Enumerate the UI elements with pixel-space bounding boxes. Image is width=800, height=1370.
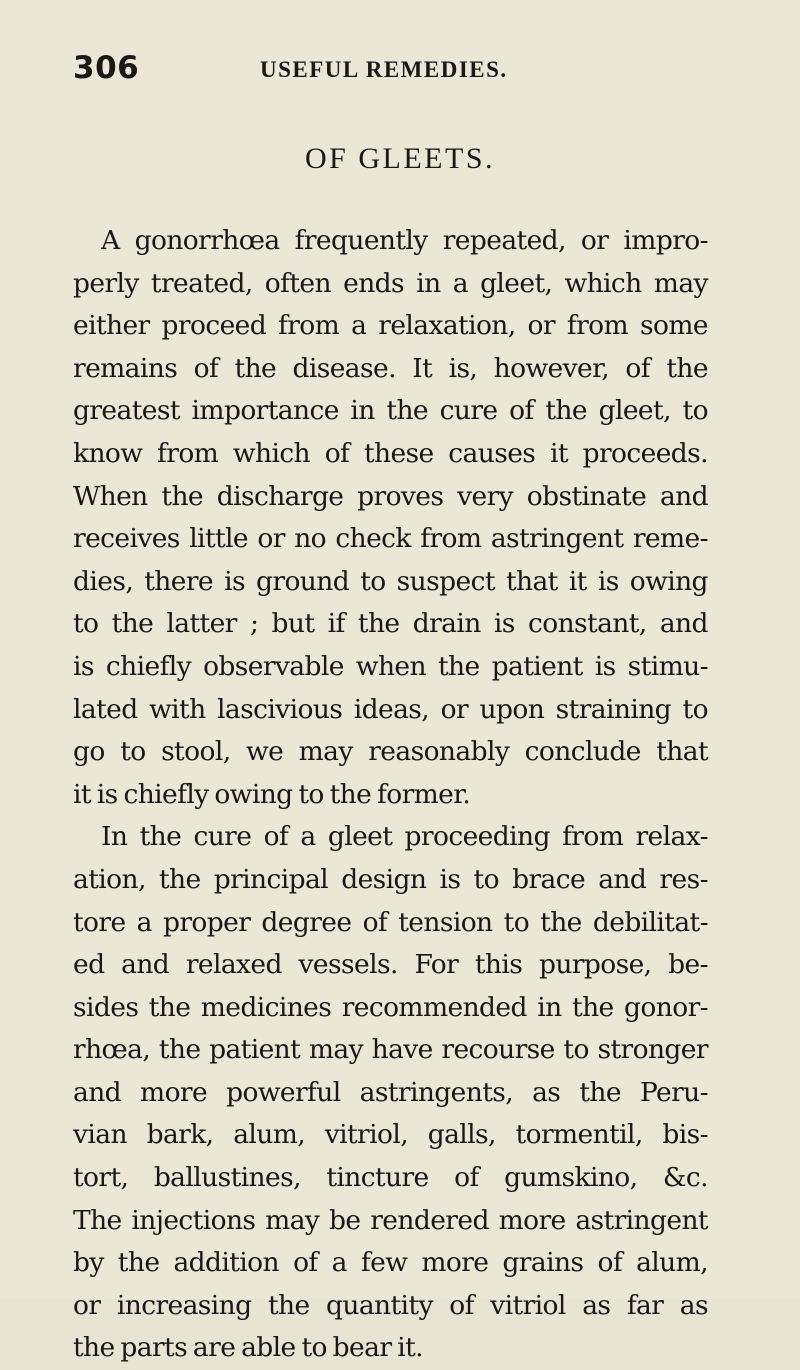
word: tore: [73, 906, 126, 938]
word: proceeding: [404, 821, 550, 853]
word: It: [412, 352, 433, 384]
word: is: [73, 650, 94, 682]
word: rhœa,: [73, 1034, 151, 1066]
word: bis-: [662, 1119, 708, 1151]
word: disease.: [292, 352, 396, 384]
running-head: [73, 50, 703, 90]
word: some: [639, 310, 708, 342]
text-line: [73, 902, 708, 945]
word: increasing: [116, 1289, 252, 1321]
word: perly: [73, 267, 139, 299]
word: or: [580, 225, 609, 256]
word: recourse: [441, 1034, 555, 1066]
word: in: [537, 991, 562, 1023]
word: bark,: [146, 1119, 214, 1151]
word: with: [149, 693, 206, 725]
word: For: [414, 949, 459, 981]
word: there: [144, 565, 213, 597]
word: of: [324, 437, 350, 469]
word: dies,: [73, 565, 134, 597]
word: galls,: [427, 1119, 496, 1151]
text-line: [73, 1200, 708, 1243]
text-line: it is chiefly owing to the former.: [73, 778, 471, 810]
word: which: [232, 437, 311, 469]
word: vitriol,: [324, 1119, 409, 1151]
word: purpose,: [538, 949, 652, 981]
word: medicines: [200, 991, 332, 1023]
text-line: [73, 433, 708, 476]
word: ;: [249, 608, 259, 640]
word: the: [267, 1289, 310, 1321]
text-line: [73, 603, 708, 646]
word: may: [265, 1204, 320, 1236]
word: as: [532, 1076, 561, 1108]
word: suspect: [396, 565, 495, 597]
text-line: [73, 518, 708, 561]
word: either: [73, 310, 150, 342]
text-line: [73, 390, 708, 433]
word: when: [355, 650, 426, 682]
word: to: [473, 863, 499, 895]
word: or: [73, 1289, 101, 1321]
word: little: [189, 523, 248, 555]
word: check: [335, 523, 411, 555]
word: When: [73, 480, 148, 512]
word: remains: [73, 352, 178, 384]
text-line: [73, 1157, 708, 1200]
word: or: [257, 523, 285, 555]
word: gumskino,: [504, 1162, 638, 1194]
word: more: [421, 1247, 489, 1279]
word: the: [438, 650, 480, 682]
word: owing: [629, 565, 708, 597]
text-line: [73, 1029, 708, 1072]
word: tormentil,: [515, 1119, 643, 1151]
word: rendered: [370, 1204, 489, 1236]
word: proceed: [161, 310, 267, 342]
word: a: [136, 906, 152, 938]
word: very: [457, 480, 514, 512]
word: repeated,: [442, 225, 566, 256]
word: it: [549, 437, 568, 469]
word: from: [420, 523, 482, 555]
word: of: [193, 352, 219, 384]
word: few: [360, 1247, 408, 1279]
word: straining: [555, 693, 672, 725]
running-head-title: USEFUL REMEDIES.: [260, 57, 508, 82]
word: debilitat-: [592, 906, 708, 938]
word: ballustines,: [153, 1162, 301, 1194]
word: vessels.: [298, 949, 398, 981]
word: vitriol: [490, 1289, 566, 1321]
word: of: [509, 395, 534, 427]
word: the: [139, 821, 182, 853]
word: know: [73, 437, 143, 469]
word: relaxed: [185, 949, 282, 981]
word: principal: [213, 863, 329, 895]
word: the: [386, 395, 429, 427]
word: but: [271, 608, 315, 640]
text-line: [73, 263, 708, 306]
word: is: [594, 650, 616, 682]
word: discharge: [216, 480, 344, 512]
word: reme-: [632, 523, 708, 555]
section-title: OF GLEETS.: [305, 142, 495, 175]
word: that: [505, 565, 558, 597]
word: and: [73, 1076, 122, 1108]
word: observable: [203, 650, 344, 682]
word: a: [300, 821, 316, 853]
word: often: [264, 267, 331, 299]
text-line: [73, 646, 708, 689]
word: to: [73, 608, 99, 640]
word: cure: [439, 395, 498, 427]
word: drain: [412, 608, 481, 640]
word: In: [101, 821, 128, 853]
word: quantity: [326, 1289, 433, 1321]
word: this: [474, 949, 523, 981]
word: stool,: [161, 736, 231, 768]
word: in: [416, 267, 441, 299]
text-line: [73, 1285, 708, 1328]
word: res-: [659, 863, 708, 895]
word: tension: [398, 906, 493, 938]
word: and: [121, 949, 170, 981]
word: it: [568, 565, 587, 597]
word: to: [563, 1034, 589, 1066]
word: powerful: [226, 1076, 341, 1108]
word: to: [120, 736, 146, 768]
word: which: [564, 267, 642, 299]
word: reasonably: [368, 736, 510, 768]
word: gonor-: [624, 991, 708, 1023]
word: gleet,: [480, 267, 553, 299]
word: tincture: [326, 1162, 429, 1194]
word: be-: [668, 949, 708, 981]
word: ed: [73, 949, 105, 981]
word: ends: [343, 267, 405, 299]
word: patient: [209, 1034, 301, 1066]
word: addition: [173, 1247, 280, 1279]
word: of: [454, 1162, 479, 1194]
word: relaxation,: [378, 310, 516, 342]
text-line: [73, 689, 708, 732]
word: is: [597, 565, 619, 597]
word: gleet: [327, 821, 393, 853]
word: causes: [448, 437, 536, 469]
word: or: [440, 693, 469, 725]
word: the: [234, 352, 277, 384]
word: the: [148, 991, 191, 1023]
word: lated: [73, 693, 138, 725]
body-text: [73, 220, 708, 1370]
word: to: [682, 395, 708, 427]
word: proceeds.: [582, 437, 708, 469]
word: astringent: [575, 1204, 708, 1236]
word: as: [679, 1289, 708, 1321]
word: astringents,: [359, 1076, 514, 1108]
word: proves: [357, 480, 444, 512]
word: degree: [261, 906, 352, 938]
word: the: [158, 1034, 201, 1066]
word: cure: [193, 821, 252, 853]
word: far: [626, 1289, 664, 1321]
word: frequently: [294, 225, 428, 256]
word: gleet,: [598, 395, 671, 427]
word: no: [294, 523, 327, 555]
word: from: [278, 310, 340, 342]
text-line: [73, 220, 708, 263]
word: is: [224, 565, 245, 597]
word: patient: [491, 650, 583, 682]
word: the: [579, 1076, 621, 1108]
word: the: [666, 352, 708, 384]
word: tort,: [73, 1162, 129, 1194]
text-line: [73, 731, 708, 774]
text-line: the parts are able to bear it.: [73, 1332, 423, 1364]
text-line: [73, 476, 708, 519]
word: Peru-: [639, 1076, 708, 1108]
word: may: [653, 267, 708, 299]
text-line: [73, 305, 708, 348]
word: is: [493, 608, 515, 640]
text-line: [73, 816, 708, 859]
word: may: [308, 1034, 363, 1066]
word: The: [73, 1204, 122, 1236]
word: the: [572, 991, 614, 1023]
word: in: [350, 395, 375, 427]
word: that: [656, 736, 708, 768]
word: alum,: [233, 1119, 306, 1151]
word: be: [329, 1204, 361, 1236]
word: proper: [162, 906, 251, 938]
word: alum,: [636, 1247, 708, 1279]
word: go: [73, 736, 105, 768]
word: obstinate: [526, 480, 647, 512]
word: or: [527, 310, 555, 342]
word: conclude: [524, 736, 641, 768]
word: ground: [256, 565, 350, 597]
word: a: [351, 310, 367, 342]
word: and: [659, 608, 708, 640]
word: these: [363, 437, 434, 469]
text-line: [73, 1242, 708, 1285]
word: importance: [191, 395, 339, 427]
word: receives: [73, 523, 180, 555]
word: the: [117, 1247, 160, 1279]
word: a: [331, 1247, 347, 1279]
word: from: [157, 437, 219, 469]
word: grains: [502, 1247, 584, 1279]
text-line: [73, 1072, 708, 1115]
word: injections: [131, 1204, 256, 1236]
word: of: [597, 1247, 623, 1279]
word: astringent: [490, 523, 624, 555]
text-line: [73, 987, 708, 1030]
word: the: [161, 480, 203, 512]
word: of: [625, 352, 650, 384]
word: treated,: [150, 267, 253, 299]
word: from: [566, 310, 629, 342]
word: design: [341, 863, 427, 895]
word: stronger: [597, 1034, 708, 1066]
word: and: [598, 863, 647, 895]
word: to: [503, 906, 530, 938]
word: brace: [512, 863, 586, 895]
text-line: [73, 944, 708, 987]
word: from: [562, 821, 624, 853]
word: latter: [166, 608, 237, 640]
text-line: [73, 348, 708, 391]
word: a: [452, 267, 468, 299]
word: and: [659, 480, 708, 512]
word: the: [357, 608, 400, 640]
word: greatest: [73, 395, 180, 427]
page-number: 306: [73, 50, 140, 86]
word: ation,: [73, 863, 146, 895]
word: impro-: [623, 225, 708, 256]
word: chiefly: [105, 650, 192, 682]
word: the: [540, 906, 582, 938]
word: sides: [73, 991, 139, 1023]
word: constant,: [527, 608, 647, 640]
text-line: [73, 561, 708, 604]
word: we: [246, 736, 284, 768]
word: more: [498, 1204, 566, 1236]
word: A: [101, 225, 120, 256]
word: is,: [448, 352, 478, 384]
text-line: [73, 1114, 708, 1157]
word: lascivious: [217, 693, 343, 725]
text-line: [73, 859, 708, 902]
word: the: [111, 608, 154, 640]
word: ideas,: [353, 693, 430, 725]
word: may: [298, 736, 353, 768]
word: as: [582, 1289, 611, 1321]
word: of: [263, 821, 289, 853]
word: recommended: [341, 991, 527, 1023]
word: by: [73, 1247, 104, 1279]
word: vian: [73, 1119, 127, 1151]
word: to: [682, 693, 708, 725]
word: &c.: [662, 1162, 708, 1194]
word: gonorrhœa: [134, 225, 280, 256]
word: more: [140, 1076, 208, 1108]
word: have: [371, 1034, 433, 1066]
word: the: [158, 863, 201, 895]
word: is: [439, 863, 461, 895]
word: however,: [493, 352, 610, 384]
word: relax-: [635, 821, 708, 853]
word: to: [360, 565, 386, 597]
word: of: [449, 1289, 474, 1321]
word: stimu-: [627, 650, 708, 682]
word: of: [362, 906, 388, 938]
word: the: [545, 395, 587, 427]
word: of: [293, 1247, 318, 1279]
word: upon: [479, 693, 545, 725]
word: if: [327, 608, 345, 640]
